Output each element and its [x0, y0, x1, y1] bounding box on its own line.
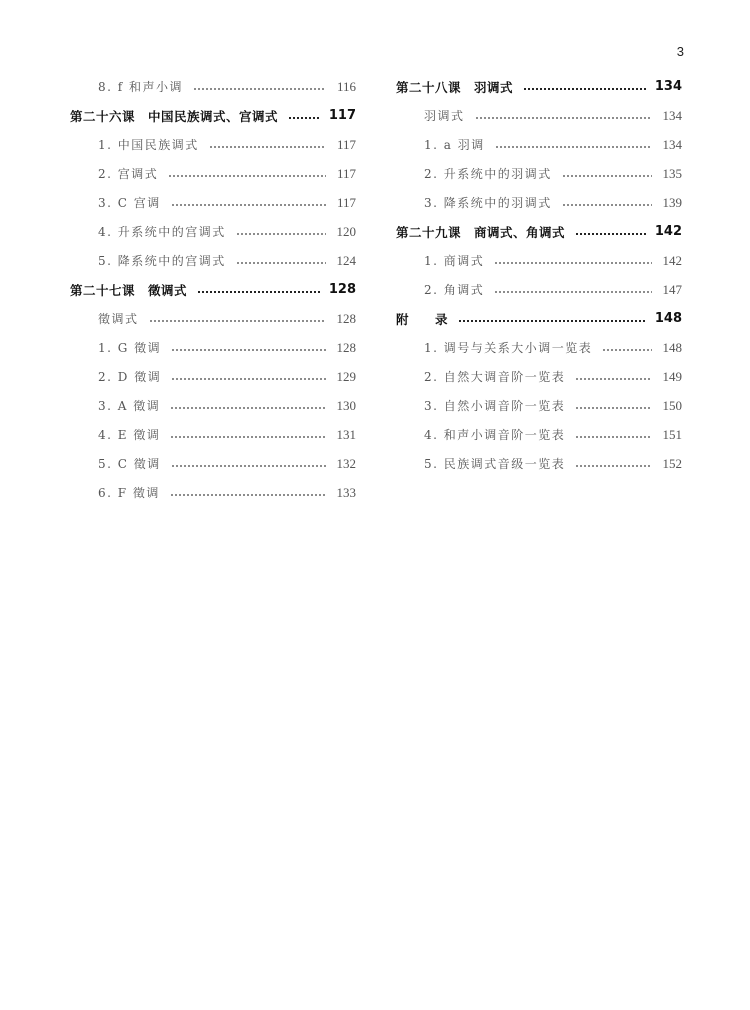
toc-section-entry[interactable] [70, 420, 356, 449]
dot-leader [171, 465, 326, 467]
dot-leader [197, 291, 321, 293]
toc-entry-title: 2. 宫调式 [98, 167, 159, 181]
toc-section-entry[interactable] [396, 449, 682, 478]
toc-entry-title: 3. A 徵调 [98, 399, 161, 413]
dot-leader [171, 349, 326, 351]
toc-entry-page-number: 117 [336, 165, 356, 181]
toc-section-entry[interactable] [396, 159, 682, 188]
toc-entry-title: 2. D 徵调 [98, 370, 162, 384]
toc-section-entry[interactable] [396, 188, 682, 217]
toc-section-entry[interactable] [70, 188, 356, 217]
toc-entry-page-number: 128 [336, 310, 356, 326]
dot-leader [209, 146, 326, 148]
toc-section-entry[interactable] [70, 130, 356, 159]
toc-entry-title: 第二十七课 徵调式 [70, 282, 188, 298]
toc-section-entry[interactable] [70, 246, 356, 275]
toc-entry-title: 1. 调号与关系大小调一览表 [424, 341, 593, 355]
toc-entry-title: 5. 降系统中的宫调式 [98, 254, 226, 268]
dot-leader [575, 378, 652, 380]
toc-section-entry[interactable] [70, 304, 356, 333]
toc-chapter-heading[interactable] [396, 304, 682, 333]
toc-entry-title: 1. G 徵调 [98, 341, 162, 355]
toc-section-entry[interactable] [70, 449, 356, 478]
dot-leader [288, 117, 321, 119]
toc-entry-title: 3. 降系统中的羽调式 [424, 196, 552, 210]
toc-section-entry[interactable] [396, 362, 682, 391]
toc-entry-title: 2. 自然大调音阶一览表 [424, 370, 566, 384]
page-number: 3 [676, 44, 684, 59]
toc-entry-page-number: 149 [662, 368, 682, 384]
dot-leader [170, 436, 326, 438]
toc-entry-page-number: 129 [336, 368, 356, 384]
dot-leader [236, 262, 326, 264]
dot-leader [562, 204, 652, 206]
toc-entry-page-number: 130 [336, 397, 356, 413]
toc-section-entry[interactable] [70, 478, 356, 507]
toc-entry-title: 3. C 宫调 [98, 196, 161, 210]
toc-section-entry[interactable] [70, 391, 356, 420]
dot-leader [170, 494, 326, 496]
toc-entry-page-number: 117 [328, 108, 356, 123]
toc-entry-page-number: 148 [662, 339, 682, 355]
dot-leader [575, 233, 647, 235]
dot-leader [575, 465, 652, 467]
toc-entry-page-number: 148 [654, 311, 682, 326]
toc-section-entry[interactable] [70, 333, 356, 362]
toc-entry-title: 1. 中国民族调式 [98, 138, 199, 152]
toc-section-entry[interactable] [396, 130, 682, 159]
toc-entry-title: 第二十六课 中国民族调式、宫调式 [70, 108, 279, 124]
toc-entry-title: 第二十八课 羽调式 [396, 79, 514, 95]
dot-leader [171, 378, 326, 380]
dot-leader [602, 349, 652, 351]
toc-entry-title: 3. 自然小调音阶一览表 [424, 399, 566, 413]
toc-section-entry[interactable] [396, 246, 682, 275]
toc-entry-page-number: 135 [662, 165, 682, 181]
toc-entry-page-number: 131 [336, 426, 356, 442]
toc-entry-page-number: 142 [662, 252, 682, 268]
toc-left-column [70, 72, 356, 507]
toc-chapter-heading[interactable] [396, 72, 682, 101]
dot-leader [523, 88, 647, 90]
toc-entry-page-number: 150 [662, 397, 682, 413]
dot-leader [575, 407, 652, 409]
toc-entry-page-number: 151 [662, 426, 682, 442]
toc-entry-page-number: 124 [336, 252, 356, 268]
toc-entry-title: 6. F 徵调 [98, 486, 160, 500]
toc-entry-title: 2. 升系统中的羽调式 [424, 167, 552, 181]
toc-section-entry[interactable] [70, 159, 356, 188]
toc-entry-title: 1. 商调式 [424, 254, 485, 268]
toc-entry-page-number: 116 [336, 78, 356, 94]
toc-section-entry[interactable] [396, 101, 682, 130]
toc-entry-page-number: 132 [336, 455, 356, 471]
toc-entry-page-number: 134 [662, 107, 682, 123]
dot-leader [494, 291, 652, 293]
toc-section-entry[interactable] [396, 420, 682, 449]
toc-entry-title: 徵调式 [98, 312, 139, 326]
toc-entry-page-number: 128 [328, 282, 356, 297]
toc-section-entry[interactable] [396, 333, 682, 362]
toc-entry-page-number: 133 [336, 484, 356, 500]
toc-section-entry[interactable] [70, 72, 356, 101]
dot-leader [495, 146, 652, 148]
toc-entry-page-number: 117 [336, 194, 356, 210]
toc-section-entry[interactable] [396, 275, 682, 304]
dot-leader [193, 88, 326, 90]
toc-entry-title: 8. f 和声小调 [98, 80, 184, 94]
dot-leader [168, 175, 326, 177]
toc-entry-title: 4. 升系统中的宫调式 [98, 225, 226, 239]
toc-entry-page-number: 134 [662, 136, 682, 152]
toc-entry-title: 4. 和声小调音阶一览表 [424, 428, 566, 442]
toc-entry-title: 4. E 徵调 [98, 428, 161, 442]
dot-leader [562, 175, 652, 177]
dot-leader [575, 436, 652, 438]
toc-entry-title: 第二十九课 商调式、角调式 [396, 224, 566, 240]
toc-entry-page-number: 152 [662, 455, 682, 471]
toc-entry-page-number: 139 [662, 194, 682, 210]
toc-section-entry[interactable] [70, 217, 356, 246]
dot-leader [475, 117, 652, 119]
toc-entry-page-number: 120 [336, 223, 356, 239]
toc-entry-page-number: 128 [336, 339, 356, 355]
toc-entry-title: 5. C 徵调 [98, 457, 161, 471]
dot-leader [171, 204, 326, 206]
toc-entry-page-number: 147 [662, 281, 682, 297]
dot-leader [236, 233, 326, 235]
toc-right-column [396, 72, 682, 478]
dot-leader [494, 262, 652, 264]
toc-entry-page-number: 134 [654, 79, 682, 94]
toc-entry-page-number: 142 [654, 224, 682, 239]
dot-leader [149, 320, 326, 322]
toc-chapter-heading[interactable] [70, 275, 356, 304]
toc-chapter-heading[interactable] [396, 217, 682, 246]
toc-entry-title: 2. 角调式 [424, 283, 485, 297]
toc-entry-title: 5. 民族调式音级一览表 [424, 457, 566, 471]
dot-leader [170, 407, 326, 409]
toc-chapter-heading[interactable] [70, 101, 356, 130]
dot-leader [458, 320, 647, 322]
toc-entry-title: 1. a 羽调 [424, 138, 485, 152]
toc-entry-title: 羽调式 [424, 109, 465, 123]
toc-entry-title: 附 录 [396, 311, 449, 327]
toc-entry-page-number: 117 [336, 136, 356, 152]
toc-section-entry[interactable] [396, 391, 682, 420]
toc-section-entry[interactable] [70, 362, 356, 391]
